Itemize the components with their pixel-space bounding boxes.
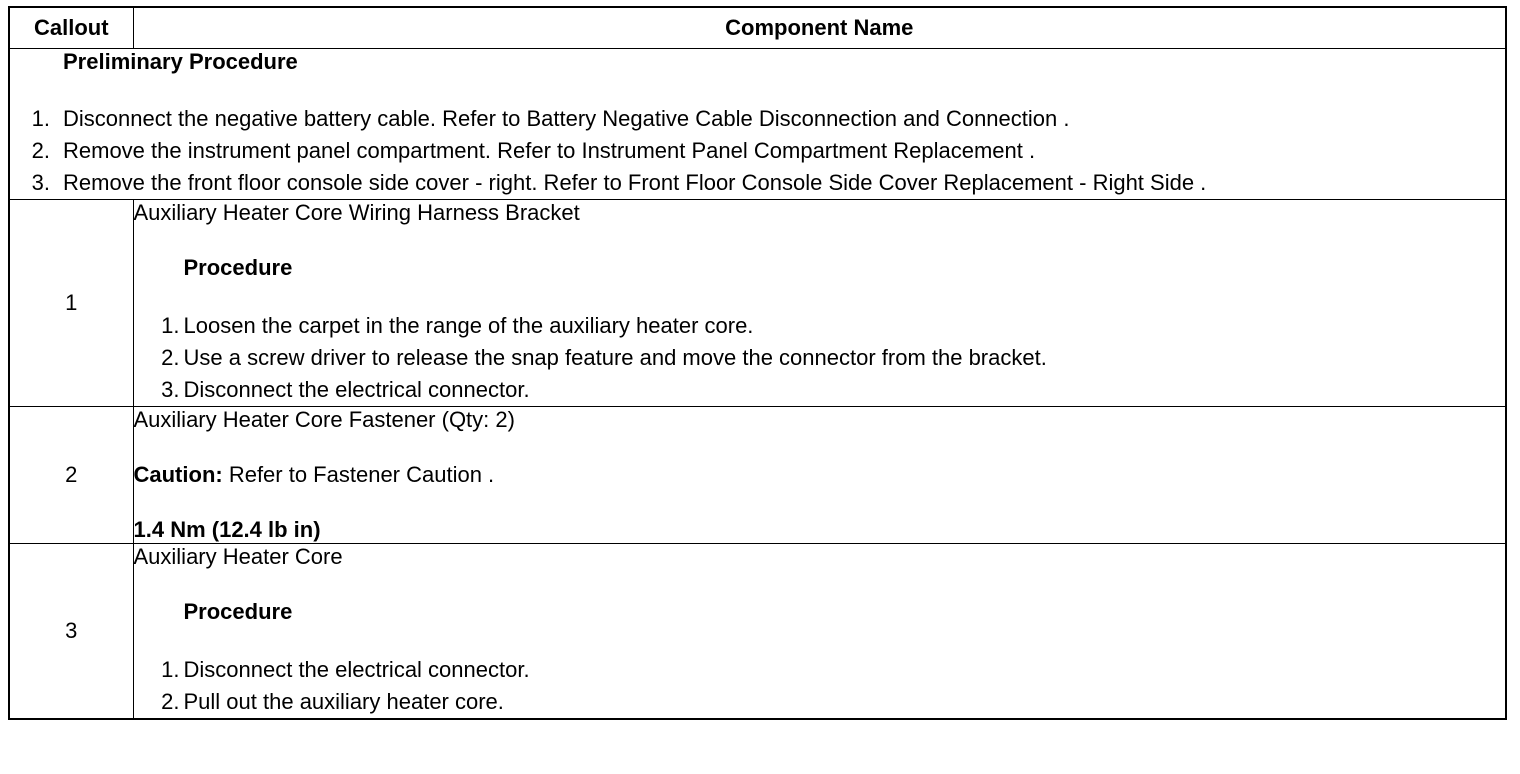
callout-cell: 3 bbox=[9, 544, 133, 720]
step-text: Disconnect the negative battery cable. Refer to Battery Negative Cable Disconnection and Connection . bbox=[63, 106, 1070, 131]
list-item bbox=[134, 686, 1506, 718]
step-text: Remove the front floor console side cover - right. Refer to Front Floor Console Side Cover Replacement - Right Side . bbox=[63, 170, 1207, 195]
list-item bbox=[10, 167, 1505, 199]
callout-cell: 1 bbox=[9, 200, 133, 407]
step-number: 2. bbox=[161, 689, 180, 714]
component-cell bbox=[133, 200, 1506, 407]
torque-spec: 1.4 Nm (12.4 lb in) bbox=[133, 517, 321, 542]
callout-header: Callout bbox=[9, 7, 133, 49]
table-row bbox=[9, 407, 1506, 544]
preliminary-cell bbox=[9, 49, 1506, 200]
callout-cell: 2 bbox=[9, 407, 133, 544]
table-row bbox=[9, 544, 1506, 720]
list-item bbox=[10, 103, 1505, 135]
procedure-table bbox=[8, 6, 1507, 720]
list-item bbox=[10, 135, 1505, 167]
list-item bbox=[134, 342, 1506, 374]
component-cell bbox=[133, 544, 1506, 720]
list-item bbox=[134, 374, 1506, 406]
step-text: Disconnect the electrical connector. bbox=[183, 377, 530, 402]
component-name: Auxiliary Heater Core Wiring Harness Bracket bbox=[133, 200, 580, 225]
step-number: 1. bbox=[161, 657, 180, 682]
step-number: 1. bbox=[31, 106, 50, 131]
procedure-steps bbox=[134, 310, 1506, 406]
component-name-header: Component Name bbox=[133, 7, 1506, 49]
step-number: 3. bbox=[161, 377, 180, 402]
header-row bbox=[9, 7, 1506, 49]
step-text: Use a screw driver to release the snap feature and move the connector from the bracket. bbox=[183, 345, 1047, 370]
step-text: Disconnect the electrical connector. bbox=[183, 657, 530, 682]
caution-text: Refer to Fastener Caution . bbox=[222, 462, 495, 487]
procedure-steps bbox=[134, 654, 1506, 718]
caution-label: Caution: bbox=[133, 462, 223, 487]
preliminary-heading: Preliminary Procedure bbox=[63, 49, 298, 74]
procedure-heading: Procedure bbox=[183, 255, 293, 280]
procedure-heading: Procedure bbox=[183, 599, 293, 624]
step-number: 2. bbox=[161, 345, 180, 370]
table-row bbox=[9, 200, 1506, 407]
caution-note bbox=[134, 462, 1506, 488]
preliminary-row bbox=[9, 49, 1506, 200]
step-number: 3. bbox=[31, 170, 50, 195]
component-name: Auxiliary Heater Core bbox=[133, 544, 343, 569]
step-number: 1. bbox=[161, 313, 180, 338]
step-text: Remove the instrument panel compartment. Refer to Instrument Panel Compartment Replacement . bbox=[63, 138, 1036, 163]
list-item bbox=[134, 310, 1506, 342]
preliminary-steps bbox=[10, 103, 1505, 199]
step-number: 2. bbox=[31, 138, 50, 163]
step-text: Loosen the carpet in the range of the auxiliary heater core. bbox=[183, 313, 754, 338]
component-cell bbox=[133, 407, 1506, 544]
list-item bbox=[134, 654, 1506, 686]
step-text: Pull out the auxiliary heater core. bbox=[183, 689, 504, 714]
component-name: Auxiliary Heater Core Fastener (Qty: 2) bbox=[133, 407, 515, 432]
